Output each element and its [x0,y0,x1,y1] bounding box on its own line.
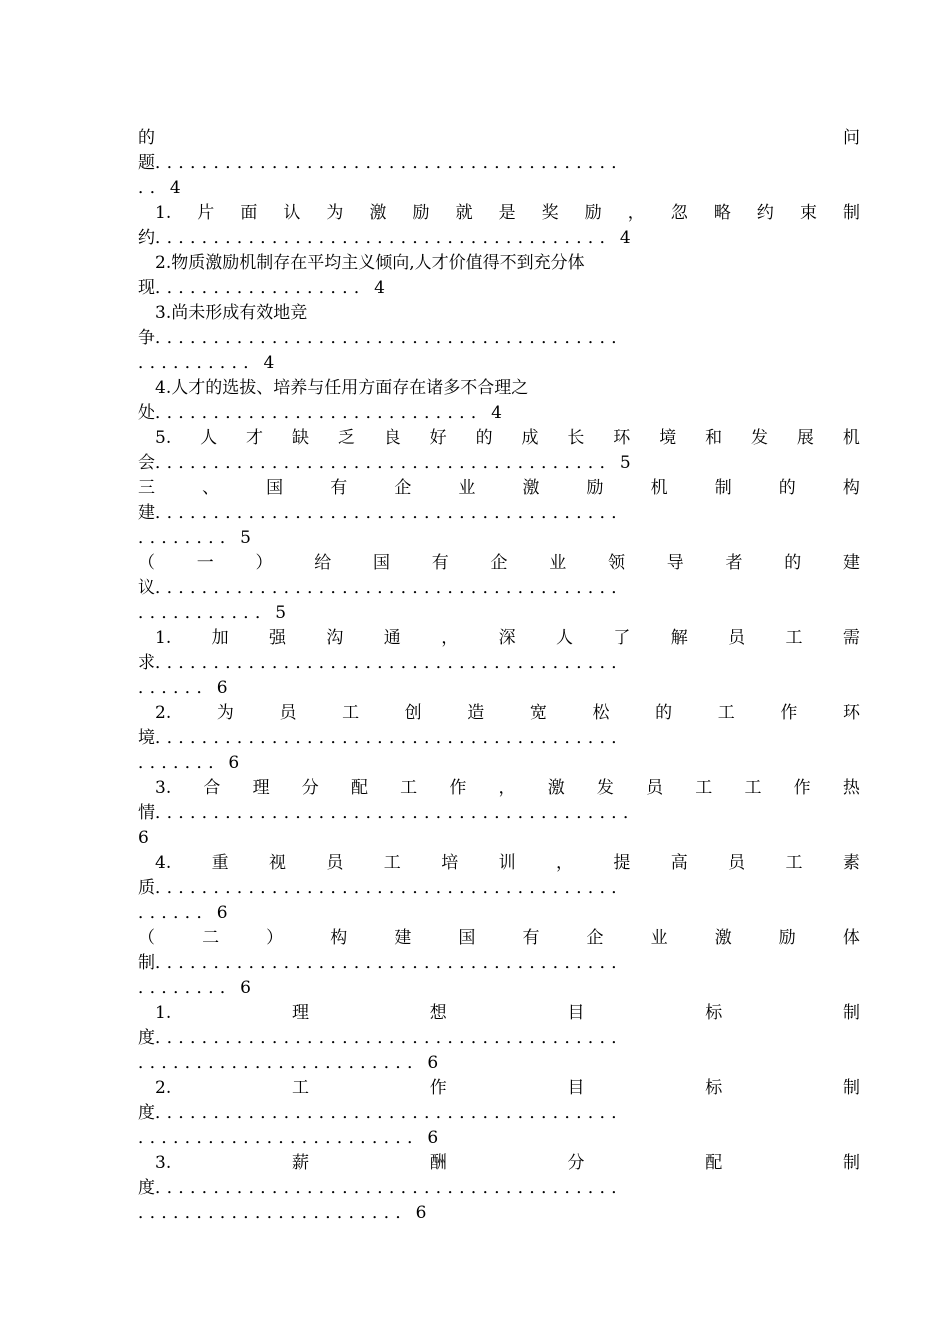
heading-char: 分 [567,1153,585,1173]
heading-char: 企 [586,928,604,948]
toc-entry-leader [138,401,860,426]
page-number: 6 [427,1128,439,1148]
heading-char: 想 [429,1003,447,1023]
heading-char: 工 [342,703,360,723]
toc-entry-heading [155,1001,860,1026]
heading-char: 机 [650,478,668,498]
heading-char: 为 [216,703,234,723]
toc-entry-heading [155,426,860,451]
heading-text: 3.尚未形成有效地竞 [155,303,308,323]
heading-last-char: 质 [138,878,155,898]
heading-char: 问 [843,128,860,148]
heading-char: 配 [705,1153,723,1173]
heading-char: ， [498,778,516,798]
dot-leader: ．．．．．．．． [138,528,241,548]
heading-char: 配 [350,778,368,798]
heading-char: 有 [330,478,348,498]
page-number: 5 [240,528,251,548]
heading-char: 才 [246,428,264,448]
heading-char: 人 [200,428,218,448]
dot-leader: ．．．．．．．．．．．．．．．．．．．．．．．．．．．．．．．．．．．．．．．． [155,953,632,973]
toc-entry-continuation [138,751,860,776]
toc-entry-continuation [138,526,860,551]
toc-entry-heading [138,126,860,151]
heading-char: 激 [369,203,387,223]
heading-char: 和 [705,428,723,448]
dot-leader: ．．．．．．．．．．．．．．．．．．．．．．．．．．．．．．．．．．．．．．．． [155,503,632,523]
heading-char: 工 [717,703,735,723]
heading-char: 理 [252,778,270,798]
heading-char: 励 [778,928,796,948]
heading-char: 深 [498,628,516,648]
heading-char: 酬 [429,1153,447,1173]
toc-entry-leader [138,1101,860,1126]
toc-entry-leader [138,151,860,176]
heading-char: 国 [373,553,390,573]
dot-leader: ．．．．．．．．．．．．．．．．．．．．．．．．．．．．．．．．．．．．．．．． [155,1178,632,1198]
dot-leader: ．．．．．．．．．．．．．．．．．．．．．．．．．．．． [155,403,492,423]
heading-char: 目 [567,1003,585,1023]
heading-char: 缺 [291,428,309,448]
heading-char: 员 [728,628,746,648]
page-number: 6 [216,678,228,698]
dot-leader: ．．．．．．．．．． [138,353,264,373]
heading-char: 员 [646,778,664,798]
heading-char: 作 [449,778,467,798]
heading-char: 制 [842,1153,860,1173]
heading-char: 环 [613,428,631,448]
heading-char: 4. [155,853,172,873]
heading-char: 员 [728,853,746,873]
page-number: 5 [619,453,631,473]
dot-leader: ．．．．．．．．．．．．．．．．．．．．．．．．．．．．．．．．．．．．．．．． [155,153,632,173]
toc-entry-leader [138,801,860,826]
heading-char: 为 [326,203,344,223]
heading-char: 素 [842,853,860,873]
dot-leader: ．．．．．．．．．．．．．．．．．．．．．．．．．．．．．．．．．．．．．．．． [155,328,632,348]
toc-entry-leader [138,276,860,301]
heading-char: 工 [695,778,713,798]
dot-leader: ．．．．．．．．．．．．．．．．．．．．．．．．．．．．．．．．．．．．．．． [155,228,620,248]
toc-entry-heading [155,1076,860,1101]
heading-char: 业 [549,553,567,573]
toc-entry-heading [155,251,860,276]
heading-char: 2. [155,1078,172,1098]
heading-char: 员 [279,703,297,723]
page-number: 4 [169,178,181,198]
heading-char: 给 [314,553,332,573]
heading-char: 工 [785,853,803,873]
toc-entry-continuation [138,826,860,851]
toc-entry-heading [155,301,860,326]
toc-entry-leader [138,326,860,351]
heading-char: 工 [785,628,803,648]
heading-char: 造 [467,703,485,723]
heading-char: 作 [429,1078,447,1098]
heading-char: 制 [714,478,732,498]
heading-char: 工 [291,1078,309,1098]
heading-char: 工 [744,778,762,798]
heading-char: 提 [613,853,631,873]
dot-leader: ．．．．．． [138,678,217,698]
heading-char: 合 [203,778,221,798]
heading-last-char: 会 [138,453,155,473]
heading-char: 3. [155,778,172,798]
heading-char: 目 [567,1078,585,1098]
heading-char: 企 [394,478,412,498]
page-number: 6 [240,978,251,998]
heading-char: 约 [756,203,774,223]
page-number: 6 [228,753,240,773]
toc-entry-leader [138,226,860,251]
dot-leader: ．．．．．．．．．．．．．．．．．．．．．．．．．．．．．．．．．．．．．．．． [155,1103,632,1123]
heading-char: 1. [155,203,172,223]
dot-leader: ．．．．．．．．．．．．．．．．．．．．．．．．．．．．．．．．．．．．．．． [155,453,620,473]
dot-leader: ．．．．．． [138,903,217,923]
page-number: 5 [275,603,287,623]
toc-entry-leader [138,451,860,476]
dot-leader: ．．．．．．．．．．． [138,603,276,623]
dot-leader: ．．．．．．．． [138,978,241,998]
toc-entry-heading [155,626,860,651]
heading-char: 激 [547,778,565,798]
heading-char: 激 [714,928,732,948]
heading-char: 视 [269,853,287,873]
heading-char: 一 [196,553,214,573]
page-number: 6 [415,1203,427,1223]
toc-entry-heading [138,926,860,951]
heading-char: 励 [584,203,602,223]
heading-char: 忽 [670,203,688,223]
heading-char: 境 [659,428,677,448]
heading-char: 、 [202,478,220,498]
dot-leader: ．．．．．．． [138,753,229,773]
dot-leader: ．．．．．．．．．．．．．．．．．．．．．．．．．．．．．．．．．．．．．．．． [155,1028,632,1048]
heading-char: 国 [266,478,284,498]
heading-char: 解 [670,628,688,648]
heading-last-char: 议 [138,578,155,598]
heading-char: 业 [650,928,668,948]
heading-char: 薪 [291,1153,309,1173]
heading-char: 5. [155,428,172,448]
heading-char: 成 [521,428,539,448]
heading-char: 3. [155,1153,172,1173]
toc-entry-heading [155,776,860,801]
toc-entry-continuation [138,351,860,376]
toc-entry-leader [138,501,860,526]
heading-text: 2.物质激励机制存在平均主义倾向,人才价值得不到充分体 [155,253,585,273]
toc-entry-continuation [138,601,860,626]
heading-char: 构 [330,928,348,948]
heading-char: 有 [431,553,449,573]
toc-entry-heading [155,1151,860,1176]
heading-char: 的 [778,478,796,498]
heading-char: 理 [291,1003,309,1023]
heading-char: 发 [596,778,614,798]
heading-char: 高 [670,853,688,873]
heading-last-char: 争 [138,328,155,348]
heading-char: 就 [455,203,473,223]
heading-char: 二 [202,928,220,948]
heading-last-char: 题 [138,153,155,173]
toc-entry-continuation [138,176,860,201]
heading-char: ， [555,853,573,873]
heading-char: 强 [269,628,287,648]
dot-leader: ．． [138,178,170,198]
page-number: 4 [263,353,275,373]
heading-last-char: 度 [138,1103,155,1123]
page-number: 4 [374,278,385,298]
heading-char: 展 [796,428,814,448]
toc-entry-heading [138,551,860,576]
heading-char: 良 [383,428,401,448]
heading-char: 分 [301,778,319,798]
dot-leader: ．．．．．．．．．．．．．．．．．．．．．．．．．．．．．．．．．．．．．．．． [155,878,632,898]
toc-entry-leader [138,726,860,751]
heading-char: 制 [842,1003,860,1023]
toc-entry-continuation [138,901,860,926]
toc-entry-leader [138,876,860,901]
heading-char: 体 [842,928,860,948]
heading-last-char: 境 [138,728,155,748]
heading-char: 作 [793,778,811,798]
heading-last-char: 制 [138,953,155,973]
heading-char: 热 [842,778,860,798]
heading-char: （ [138,553,155,573]
heading-last-char: 求 [138,653,155,673]
heading-char: 有 [522,928,540,948]
page-number: 6 [138,828,149,848]
heading-char: 1. [155,1003,172,1023]
heading-char: 人 [555,628,573,648]
dot-leader: ．．．．．．．．．．．．．．．．．．．．．．．．．．．．．．．．．．．．．．．． [155,578,632,598]
heading-char: 训 [498,853,516,873]
heading-char: 略 [713,203,731,223]
toc-entry-heading [138,476,860,501]
heading-char: 励 [412,203,430,223]
heading-char: 需 [842,628,860,648]
heading-char: 的 [138,128,155,148]
heading-char: 沟 [326,628,344,648]
heading-char: 培 [441,853,459,873]
heading-char: 宽 [529,703,547,723]
heading-char: 励 [586,478,604,498]
heading-char: 国 [458,928,476,948]
heading-char: （ [138,928,155,948]
heading-char: 通 [383,628,401,648]
page-number: 6 [216,903,228,923]
heading-char: 制 [842,1078,860,1098]
heading-char: 是 [498,203,516,223]
heading-last-char: 度 [138,1028,155,1048]
dot-leader: ．．．．．．．．．．．．．．．．．． [155,278,375,298]
heading-char: 的 [655,703,673,723]
toc-entry-leader [138,1026,860,1051]
heading-char: 认 [283,203,301,223]
heading-text: 4.人才的选拔、培养与任用方面存在诸多不合理之 [155,378,529,398]
heading-char: 面 [240,203,258,223]
heading-char: ） [266,928,284,948]
heading-char: 建 [394,928,412,948]
heading-last-char: 度 [138,1178,155,1198]
heading-char: 工 [383,853,401,873]
heading-char: 导 [666,553,684,573]
heading-char: 者 [725,553,743,573]
toc-entry-continuation [138,1201,860,1226]
toc-entry-continuation [138,1126,860,1151]
heading-last-char: 约 [138,228,155,248]
heading-char: 好 [429,428,447,448]
page-number: 4 [619,228,631,248]
heading-char: 企 [490,553,508,573]
heading-char: 作 [780,703,798,723]
heading-char: 片 [197,203,215,223]
heading-char: 机 [842,428,860,448]
heading-char: 制 [842,203,860,223]
dot-leader: ．．．．．．．．．．．．．．．．．．．．．．．．．．．．．．．．．．．．．．．．． [155,803,644,823]
heading-char: 奖 [541,203,559,223]
dot-leader: ．．．．．．．．．．．．．．．．．．．．．．．． [138,1128,428,1148]
heading-char: ， [627,203,645,223]
page-number: 6 [427,1053,439,1073]
heading-char: 长 [567,428,585,448]
dot-leader: ．．．．．．．．．．．．．．．．．．．．．．．．．．．．．．．．．．．．．．．． [155,728,632,748]
toc-entry-continuation [138,676,860,701]
heading-char: 了 [613,628,631,648]
heading-char: ， [441,628,459,648]
dot-leader: ．．．．．．．．．．．．．．．．．．．．．．． [138,1203,416,1223]
toc-entry-heading [155,201,860,226]
heading-char: 环 [842,703,860,723]
heading-last-char: 处 [138,403,155,423]
heading-char: 标 [705,1078,723,1098]
toc-entry-heading [155,701,860,726]
heading-char: 乏 [337,428,355,448]
heading-char: 加 [211,628,229,648]
heading-char: 1. [155,628,172,648]
toc-entry-leader [138,951,860,976]
toc-entry-heading [155,376,860,401]
toc-entry-leader [138,576,860,601]
heading-last-char: 现 [138,278,155,298]
heading-char: 标 [705,1003,723,1023]
heading-char: 工 [400,778,418,798]
heading-char: 三 [138,478,155,498]
page-number: 4 [491,403,502,423]
toc-entry-continuation [138,976,860,1001]
toc-entry-leader [138,1176,860,1201]
heading-char: 2. [155,703,172,723]
heading-char: 的 [784,553,802,573]
heading-char: 的 [475,428,493,448]
dot-leader: ．．．．．．．．．．．．．．．．．．．．．．．． [138,1053,428,1073]
heading-char: 发 [751,428,769,448]
toc-entry-continuation [138,1051,860,1076]
toc-entry-leader [138,651,860,676]
heading-char: 创 [404,703,422,723]
heading-last-char: 情 [138,803,155,823]
heading-char: 松 [592,703,610,723]
heading-char: 员 [326,853,344,873]
heading-char: 重 [211,853,229,873]
heading-char: 领 [608,553,625,573]
heading-char: 建 [843,553,860,573]
toc-entry-heading [155,851,860,876]
dot-leader: ．．．．．．．．．．．．．．．．．．．．．．．．．．．．．．．．．．．．．．．． [155,653,632,673]
heading-char: 业 [458,478,476,498]
heading-char: 激 [522,478,540,498]
heading-char: ） [255,553,273,573]
heading-char: 构 [842,478,860,498]
heading-char: 束 [799,203,817,223]
heading-last-char: 建 [138,503,155,523]
